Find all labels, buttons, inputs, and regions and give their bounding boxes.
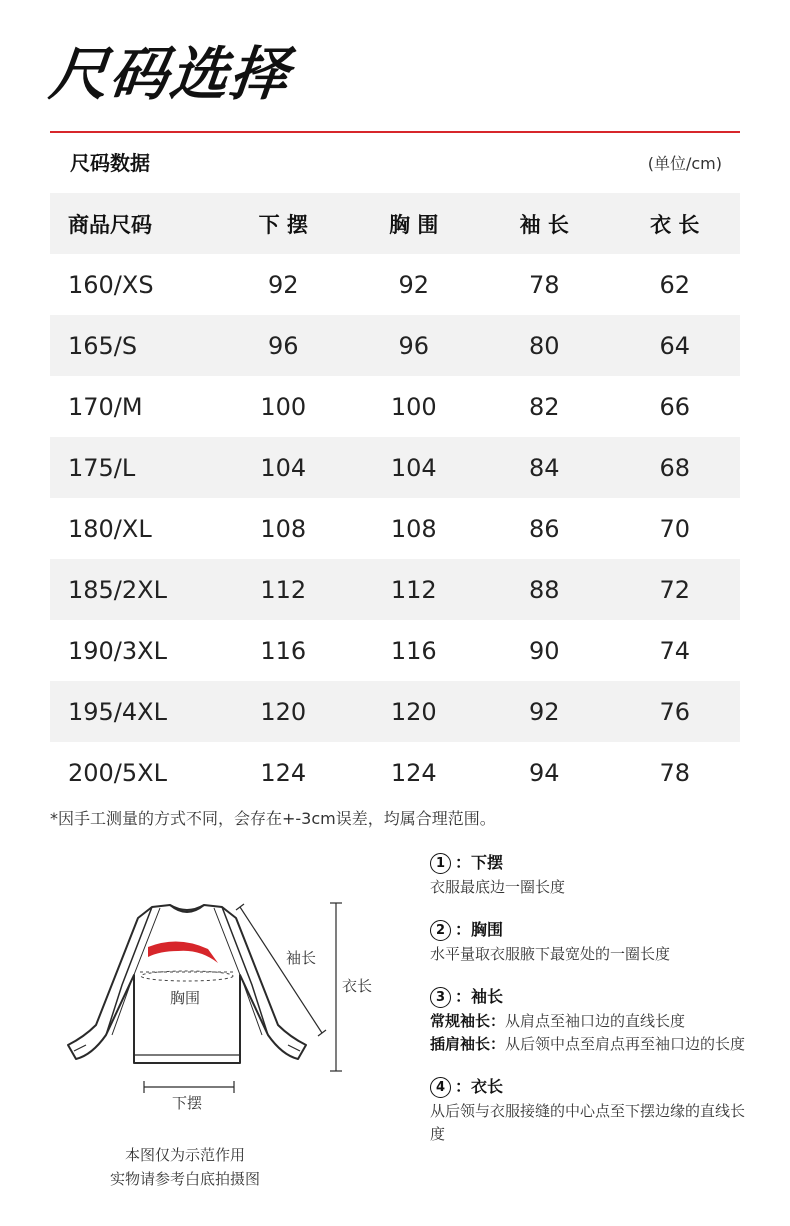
cell-size: 175/L <box>50 437 218 498</box>
cell-length: 72 <box>610 559 741 620</box>
definition-length <box>430 1074 750 1146</box>
cell-size: 200/5XL <box>68 758 167 787</box>
table-row <box>50 620 740 681</box>
cell-size: 195/4XL <box>50 681 218 742</box>
sweatshirt-illustration <box>50 885 380 1115</box>
row-text: 从肩点至袖口边的直线长度 <box>505 1012 686 1030</box>
cell-chest: 120 <box>349 681 480 742</box>
cell-hem: 100 <box>260 392 307 421</box>
cell-hem: 116 <box>260 636 307 665</box>
unit-label: (单位/cm) <box>647 154 722 173</box>
table-row <box>50 681 740 742</box>
sleeve-label: 袖长 <box>286 949 317 967</box>
cell-sleeve: 84 <box>479 437 610 498</box>
cell-sleeve: 78 <box>528 270 560 299</box>
length-label: 衣长 <box>342 977 373 995</box>
cell-sleeve: 86 <box>528 514 560 543</box>
cell-length: 70 <box>659 514 691 543</box>
cell-hem: 120 <box>218 681 349 742</box>
definition-text: 从后领与衣服接缝的中心点至下摆边缘的直线长度 <box>430 1102 746 1143</box>
row-label: 插肩袖长： <box>430 1035 506 1053</box>
cell-hem: 104 <box>218 437 349 498</box>
definition-row-raglan <box>430 1033 750 1056</box>
number-badge: 3 <box>430 987 451 1008</box>
table-row <box>50 742 740 803</box>
cell-chest: 124 <box>390 758 437 787</box>
cell-length: 78 <box>659 758 691 787</box>
cell-hem: 112 <box>218 559 349 620</box>
table-row <box>50 498 740 559</box>
cell-hem: 124 <box>260 758 307 787</box>
diagram-caption <box>85 1143 285 1191</box>
chest-label: 胸围 <box>170 989 201 1007</box>
cell-chest: 92 <box>398 270 430 299</box>
cell-sleeve: 92 <box>479 681 610 742</box>
definition-title: ：衣长 <box>455 1077 504 1096</box>
cell-size: 190/3XL <box>68 636 167 665</box>
cell-chest: 116 <box>390 636 437 665</box>
table-header-row <box>50 193 740 254</box>
table-row <box>50 315 740 376</box>
cell-hem: 92 <box>267 270 299 299</box>
definition-title: ：胸围 <box>455 920 504 939</box>
cell-size: 170/M <box>68 392 143 421</box>
hem-label: 下摆 <box>172 1094 203 1112</box>
table-row <box>50 376 740 437</box>
cell-chest: 96 <box>349 315 480 376</box>
measurement-definitions <box>430 850 750 1164</box>
cell-length: 64 <box>610 315 741 376</box>
definition-title: ：袖长 <box>455 987 504 1006</box>
title-divider <box>50 131 740 133</box>
number-badge: 2 <box>430 920 451 941</box>
caption-line-2: 实物请参考白底拍摄图 <box>109 1170 260 1188</box>
cell-hem: 96 <box>218 315 349 376</box>
header-size: 商品尺码 <box>50 193 218 254</box>
measurement-note: *因手工测量的方式不同，会存在+-3cm误差，均属合理范围。 <box>50 809 496 828</box>
cell-length: 66 <box>659 392 691 421</box>
garment-diagram <box>50 885 380 1115</box>
definition-row-regular <box>430 1010 750 1033</box>
number-badge: 4 <box>430 1077 451 1098</box>
row-text: 从后领中点至肩点再至袖口边的长度 <box>505 1035 746 1053</box>
header-chest: 胸 围 <box>349 193 480 254</box>
definition-text: 水平量取衣服腋下最宽处的一圈长度 <box>430 945 671 963</box>
cell-hem: 108 <box>260 514 307 543</box>
cell-sleeve: 80 <box>479 315 610 376</box>
cell-size: 180/XL <box>68 514 152 543</box>
cell-length: 68 <box>610 437 741 498</box>
definition-sleeve <box>430 984 750 1056</box>
row-label: 常规袖长： <box>430 1012 506 1030</box>
table-row <box>50 254 740 315</box>
cell-length: 62 <box>659 270 691 299</box>
page-title: 尺码选择 <box>46 40 294 108</box>
cell-chest: 100 <box>390 392 437 421</box>
cell-chest: 104 <box>349 437 480 498</box>
definition-chest <box>430 917 750 966</box>
cell-size: 160/XS <box>68 270 154 299</box>
number-badge: 1 <box>430 853 451 874</box>
cell-chest: 108 <box>390 514 437 543</box>
table-row <box>50 559 740 620</box>
cell-sleeve: 90 <box>528 636 560 665</box>
section-heading: 尺码数据 <box>70 151 150 175</box>
cell-sleeve: 88 <box>479 559 610 620</box>
caption-line-1: 本图仅为示范作用 <box>124 1146 245 1164</box>
definition-title: ：下摆 <box>455 853 504 872</box>
cell-length: 76 <box>610 681 741 742</box>
table-row <box>50 437 740 498</box>
cell-sleeve: 82 <box>528 392 560 421</box>
cell-size: 185/2XL <box>50 559 218 620</box>
cell-chest: 112 <box>349 559 480 620</box>
cell-size: 165/S <box>50 315 218 376</box>
definition-text: 衣服最底边一圈长度 <box>430 878 566 896</box>
header-hem: 下 摆 <box>218 193 349 254</box>
header-sleeve: 袖 长 <box>479 193 610 254</box>
header-length: 衣 长 <box>610 193 741 254</box>
definition-hem <box>430 850 750 899</box>
size-table <box>50 193 740 803</box>
cell-length: 74 <box>659 636 691 665</box>
cell-sleeve: 94 <box>528 758 560 787</box>
